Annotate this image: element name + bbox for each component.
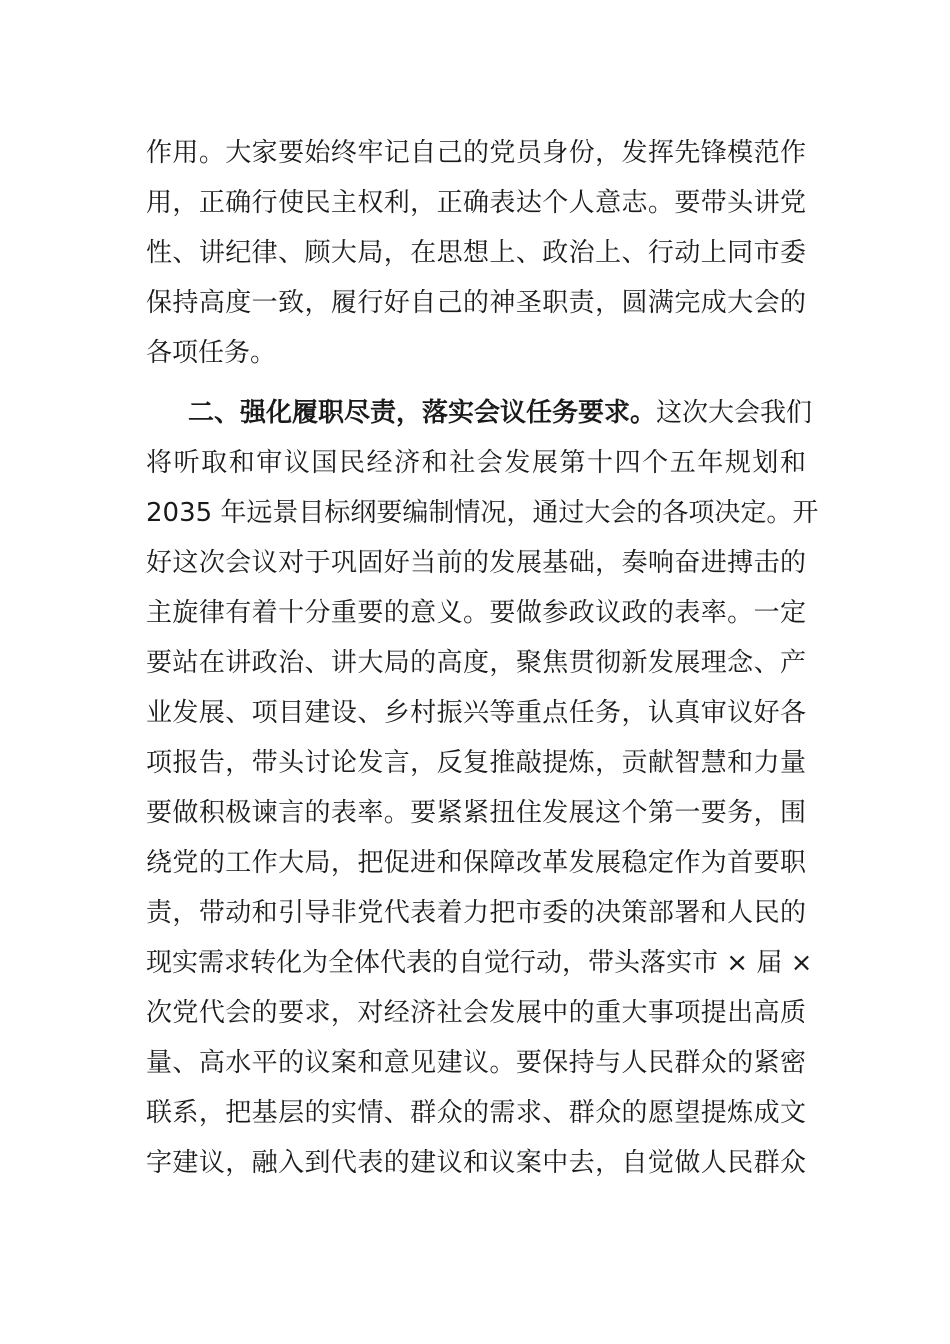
paragraph-line: 责，带动和引导非党代表着力把市委的决策部署和人民的 [146, 898, 806, 928]
paragraph-line: 业发展、项目建设、乡村振兴等重点任务，认真审议好各 [146, 698, 806, 728]
paragraph-line: 作用。大家要始终牢记自己的党员身份，发挥先锋模范作 [146, 138, 806, 168]
paragraph-line: 次党代会的要求，对经济社会发展中的重大事项提出高质 [146, 998, 806, 1028]
section-first-line-text: 这次大会我们 [656, 398, 813, 428]
section-heading: 二、强化履职尽责，落实会议任务要求。 [188, 398, 657, 428]
paragraph-line: 用，正确行使民主权利，正确表达个人意志。要带头讲党 [146, 188, 806, 218]
paragraph-line: 要做积极谏言的表率。要紧紧扭住发展这个第一要务，围 [146, 798, 806, 828]
paragraph-line: 好这次会议对于巩固好当前的发展基础，奏响奋进搏击的 [146, 548, 806, 578]
paragraph-line: 要站在讲政治、讲大局的高度，聚焦贯彻新发展理念、产 [146, 648, 806, 678]
paragraph-line: 性、讲纪律、顾大局，在思想上、政治上、行动上同市委 [146, 238, 806, 268]
paragraph-line: 主旋律有着十分重要的意义。要做参政议政的表率。一定 [146, 598, 806, 628]
paragraph-line: 项报告，带头讨论发言，反复推敲提炼，贡献智慧和力量 [146, 748, 806, 778]
paragraph-line: 2035 年远景目标纲要编制情况，通过大会的各项决定。开 [146, 498, 819, 528]
paragraph-line: 保持高度一致，履行好自己的神圣职责，圆满完成大会的 [146, 288, 806, 318]
paragraph-line: 现实需求转化为全体代表的自觉行动，带头落实市 × 届 × [146, 948, 813, 978]
paragraph-line: 绕党的工作大局，把促进和保障改革发展稳定作为首要职 [146, 848, 806, 878]
paragraph-line: 将听取和审议国民经济和社会发展第十四个五年规划和 [146, 448, 806, 478]
section-two-first-line [188, 388, 813, 438]
paragraph-line: 联系，把基层的实情、群众的需求、群众的愿望提炼成文 [146, 1098, 806, 1128]
paragraph-line: 各项任务。 [146, 338, 277, 368]
paragraph-line: 量、高水平的议案和意见建议。要保持与人民群众的紧密 [146, 1048, 806, 1078]
paragraph-line: 字建议，融入到代表的建议和议案中去，自觉做人民群众 [146, 1148, 806, 1178]
